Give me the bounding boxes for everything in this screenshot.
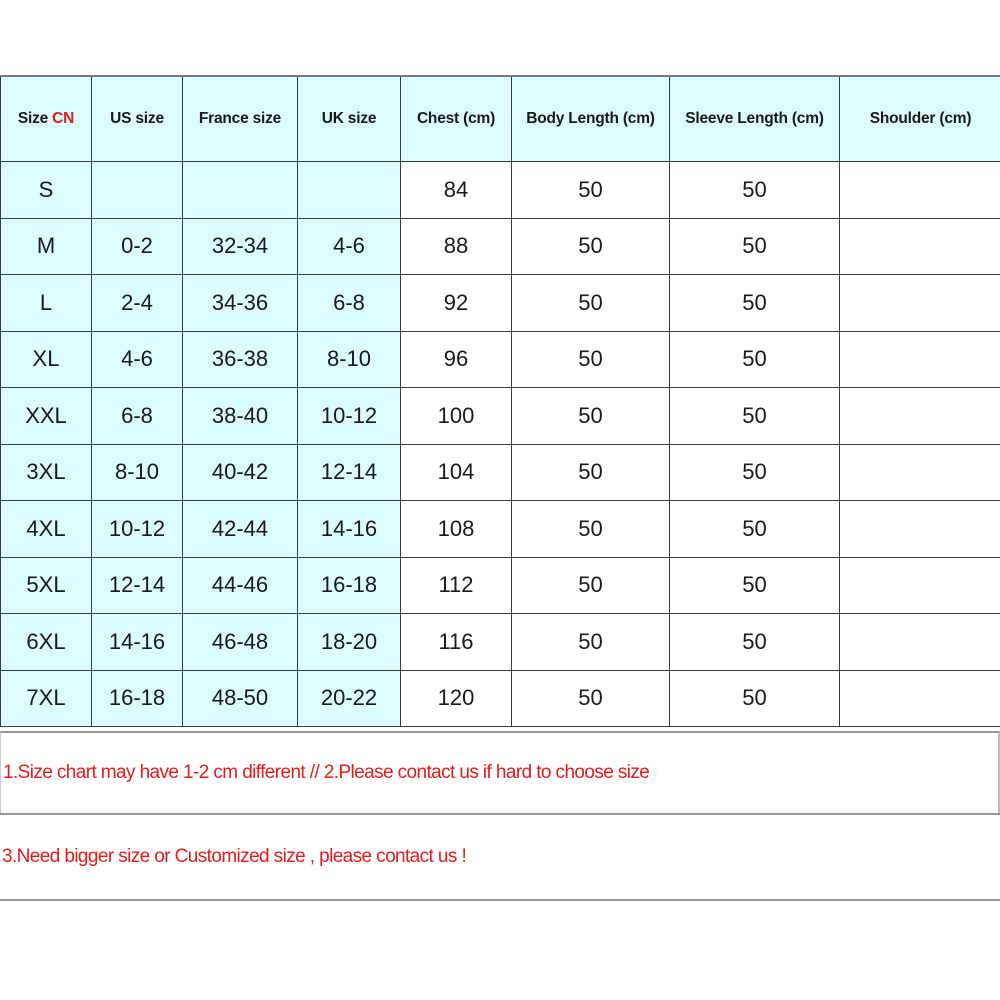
cell-size: XXL <box>1 388 92 445</box>
cell-body: 50 <box>512 388 670 445</box>
cell-sleeve: 50 <box>670 275 840 332</box>
cell-chest: 104 <box>401 444 512 501</box>
header-us-size: US size <box>92 76 183 162</box>
cell-sleeve: 50 <box>670 388 840 445</box>
cell-chest: 120 <box>401 670 512 727</box>
cell-uk: 4-6 <box>298 218 401 275</box>
table-row <box>1 218 1000 275</box>
cell-shoulder <box>840 388 1000 445</box>
cell-size: 6XL <box>1 614 92 671</box>
cell-chest: 108 <box>401 501 512 558</box>
header-uk-size: UK size <box>298 76 401 162</box>
cell-france <box>183 162 298 219</box>
header-france-size: France size <box>183 76 298 162</box>
cell-france: 36-38 <box>183 331 298 388</box>
size-chart <box>0 75 1000 727</box>
cell-sleeve: 50 <box>670 501 840 558</box>
cell-france: 40-42 <box>183 444 298 501</box>
cell-shoulder <box>840 614 1000 671</box>
header-size-cn: Size CN <box>1 76 92 162</box>
cell-size: S <box>1 162 92 219</box>
cell-uk: 20-22 <box>298 670 401 727</box>
cell-size: 4XL <box>1 501 92 558</box>
cell-shoulder <box>840 218 1000 275</box>
cell-body: 50 <box>512 162 670 219</box>
table-row <box>1 614 1000 671</box>
cell-body: 50 <box>512 275 670 332</box>
cell-body: 50 <box>512 501 670 558</box>
note-bigger-size: 3.Need bigger size or Customized size , please contact us ! <box>0 813 1000 901</box>
size-table <box>0 75 1000 727</box>
cell-uk: 14-16 <box>298 501 401 558</box>
table-row <box>1 444 1000 501</box>
cell-uk: 12-14 <box>298 444 401 501</box>
cell-uk: 16-18 <box>298 557 401 614</box>
cell-france: 42-44 <box>183 501 298 558</box>
cell-size: 3XL <box>1 444 92 501</box>
cell-uk <box>298 162 401 219</box>
cell-chest: 112 <box>401 557 512 614</box>
cell-shoulder <box>840 162 1000 219</box>
cell-us: 16-18 <box>92 670 183 727</box>
cell-us: 4-6 <box>92 331 183 388</box>
cell-shoulder <box>840 331 1000 388</box>
header-sleeve-length: Sleeve Length (cm) <box>670 76 840 162</box>
cell-body: 50 <box>512 218 670 275</box>
cell-chest: 92 <box>401 275 512 332</box>
cell-sleeve: 50 <box>670 444 840 501</box>
table-row <box>1 557 1000 614</box>
cell-sleeve: 50 <box>670 670 840 727</box>
cell-uk: 10-12 <box>298 388 401 445</box>
cell-sleeve: 50 <box>670 614 840 671</box>
cell-sleeve: 50 <box>670 162 840 219</box>
cell-shoulder <box>840 275 1000 332</box>
cell-size: 5XL <box>1 557 92 614</box>
cell-body: 50 <box>512 614 670 671</box>
cell-france: 44-46 <box>183 557 298 614</box>
cell-shoulder <box>840 444 1000 501</box>
table-row <box>1 388 1000 445</box>
header-chest: Chest (cm) <box>401 76 512 162</box>
table-row <box>1 162 1000 219</box>
header-row <box>1 76 1000 162</box>
cell-us <box>92 162 183 219</box>
cell-uk: 18-20 <box>298 614 401 671</box>
cell-france: 48-50 <box>183 670 298 727</box>
cn-label: CN <box>52 110 75 127</box>
cell-sleeve: 50 <box>670 557 840 614</box>
cell-chest: 116 <box>401 614 512 671</box>
cell-france: 34-36 <box>183 275 298 332</box>
cell-us: 8-10 <box>92 444 183 501</box>
cell-body: 50 <box>512 331 670 388</box>
cell-us: 0-2 <box>92 218 183 275</box>
header-shoulder: Shoulder (cm) <box>840 76 1000 162</box>
cell-size: M <box>1 218 92 275</box>
cell-us: 12-14 <box>92 557 183 614</box>
cell-france: 46-48 <box>183 614 298 671</box>
table-row <box>1 670 1000 727</box>
cell-chest: 100 <box>401 388 512 445</box>
table-row <box>1 331 1000 388</box>
cell-body: 50 <box>512 444 670 501</box>
cell-body: 50 <box>512 670 670 727</box>
note-size-difference: 1.Size chart may have 1-2 cm different // 2.Please contact us if hard to choose size <box>0 731 1000 815</box>
cell-france: 32-34 <box>183 218 298 275</box>
cell-sleeve: 50 <box>670 218 840 275</box>
cell-shoulder <box>840 670 1000 727</box>
table-row <box>1 501 1000 558</box>
cell-body: 50 <box>512 557 670 614</box>
cell-shoulder <box>840 501 1000 558</box>
cell-us: 6-8 <box>92 388 183 445</box>
cell-shoulder <box>840 557 1000 614</box>
cell-chest: 84 <box>401 162 512 219</box>
cell-sleeve: 50 <box>670 331 840 388</box>
cell-chest: 88 <box>401 218 512 275</box>
cell-uk: 8-10 <box>298 331 401 388</box>
cell-size: L <box>1 275 92 332</box>
table-row <box>1 275 1000 332</box>
cell-us: 2-4 <box>92 275 183 332</box>
cell-size: XL <box>1 331 92 388</box>
cell-chest: 96 <box>401 331 512 388</box>
cell-uk: 6-8 <box>298 275 401 332</box>
header-body-length: Body Length (cm) <box>512 76 670 162</box>
cell-size: 7XL <box>1 670 92 727</box>
cell-france: 38-40 <box>183 388 298 445</box>
cell-us: 14-16 <box>92 614 183 671</box>
cell-us: 10-12 <box>92 501 183 558</box>
